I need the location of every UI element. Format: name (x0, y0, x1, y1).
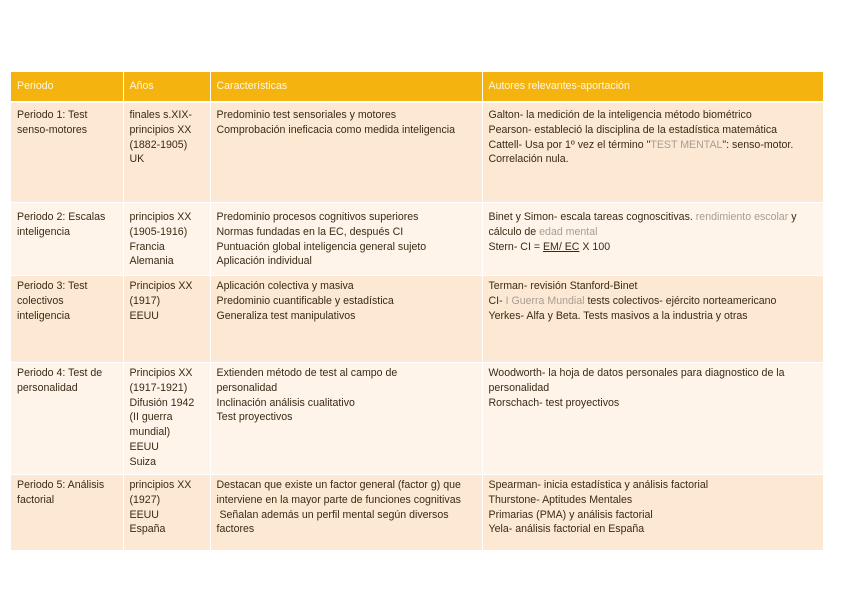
periodo-cell: Periodo 2: Escalas inteligencia (11, 203, 123, 276)
anios-cell: principios XX (1927) EEUU España (123, 475, 210, 551)
history-table (11, 72, 824, 551)
periodo-cell: Periodo 1: Test senso-motores (11, 102, 123, 203)
highlight-term: edad mental (539, 225, 598, 238)
anios-cell: Principios XX (1917) EEUU (123, 276, 210, 363)
periodo-cell: Periodo 3: Test colectivos inteligencia (11, 276, 123, 363)
table-row (11, 276, 823, 363)
caracteristicas-cell: Predominio test sensoriales y motores Comprobación ineficacia como medida inteligencia (210, 102, 482, 203)
formula-fraction: EM/ EC (542, 240, 580, 253)
caracteristicas-cell: Aplicación colectiva y masiva Predominio cuantificable y estadística Generaliza test manipulativos (210, 276, 482, 363)
header-anios: Años (123, 72, 210, 102)
header-caracteristicas: Características (210, 72, 482, 102)
highlight-term: I Guerra Mundial (505, 294, 585, 307)
table-row (11, 102, 823, 203)
table-row (11, 203, 823, 276)
autores-cell: Terman- revisión Stanford-Binet CI- I Guerra Mundial tests colectivos- ejército norteamericano Yerkes- Alfa y Beta. Tests masivos a la industria y otras (482, 276, 823, 363)
periodo-cell: Periodo 4: Test de personalidad (11, 363, 123, 475)
autores-cell: Galton- la medición de la inteligencia método biométrico Pearson- estableció la disciplina de la estadística matemática Cattell- Usa por 1º vez el término "TEST MENTAL": senso-motor. Correlación nula. (482, 102, 823, 203)
caracteristicas-cell: Predominio procesos cognitivos superiores Normas fundadas en la EC, después CI Puntuación global inteligencia general sujeto Aplicación individual (210, 203, 482, 276)
caracteristicas-cell: Destacan que existe un factor general (factor g) que interviene en la mayor parte de funciones cognitivas Señalan además un perfil mental según diversos factores (210, 475, 482, 551)
anios-cell: Principios XX (1917-1921) Difusión 1942 (II guerra mundial) EEUU Suiza (123, 363, 210, 475)
autores-cell: Woodworth- la hoja de datos personales para diagnostico de la personalidad Rorschach- test proyectivos (482, 363, 823, 475)
header-row (11, 72, 823, 102)
autores-cell: Binet y Simon- escala tareas cognoscitivas. rendimiento escolar y cálculo de edad mental Stern- CI = EM/ EC X 100 (482, 203, 823, 276)
periodo-cell: Periodo 5: Análisis factorial (11, 475, 123, 551)
highlight-term: rendimiento escolar (695, 211, 789, 223)
header-periodo: Periodo (11, 72, 123, 102)
highlight-term: TEST MENTAL (650, 138, 723, 151)
caracteristicas-cell: Extienden método de test al campo de personalidad Inclinación análisis cualitativo Test proyectivos (210, 363, 482, 475)
autores-cell: Spearman- inicia estadística y análisis factorial Thurstone- Aptitudes Mentales Primarias (PMA) y análisis factorial Yela- análisis factorial en España (482, 475, 823, 551)
header-autores: Autores relevantes-aportación (482, 72, 823, 102)
table-row (11, 475, 823, 551)
anios-cell: principios XX (1905-1916) Francia Alemania (123, 203, 210, 276)
anios-cell: finales s.XIX- principios XX (1882-1905) UK (123, 102, 210, 203)
table-row (11, 363, 823, 475)
